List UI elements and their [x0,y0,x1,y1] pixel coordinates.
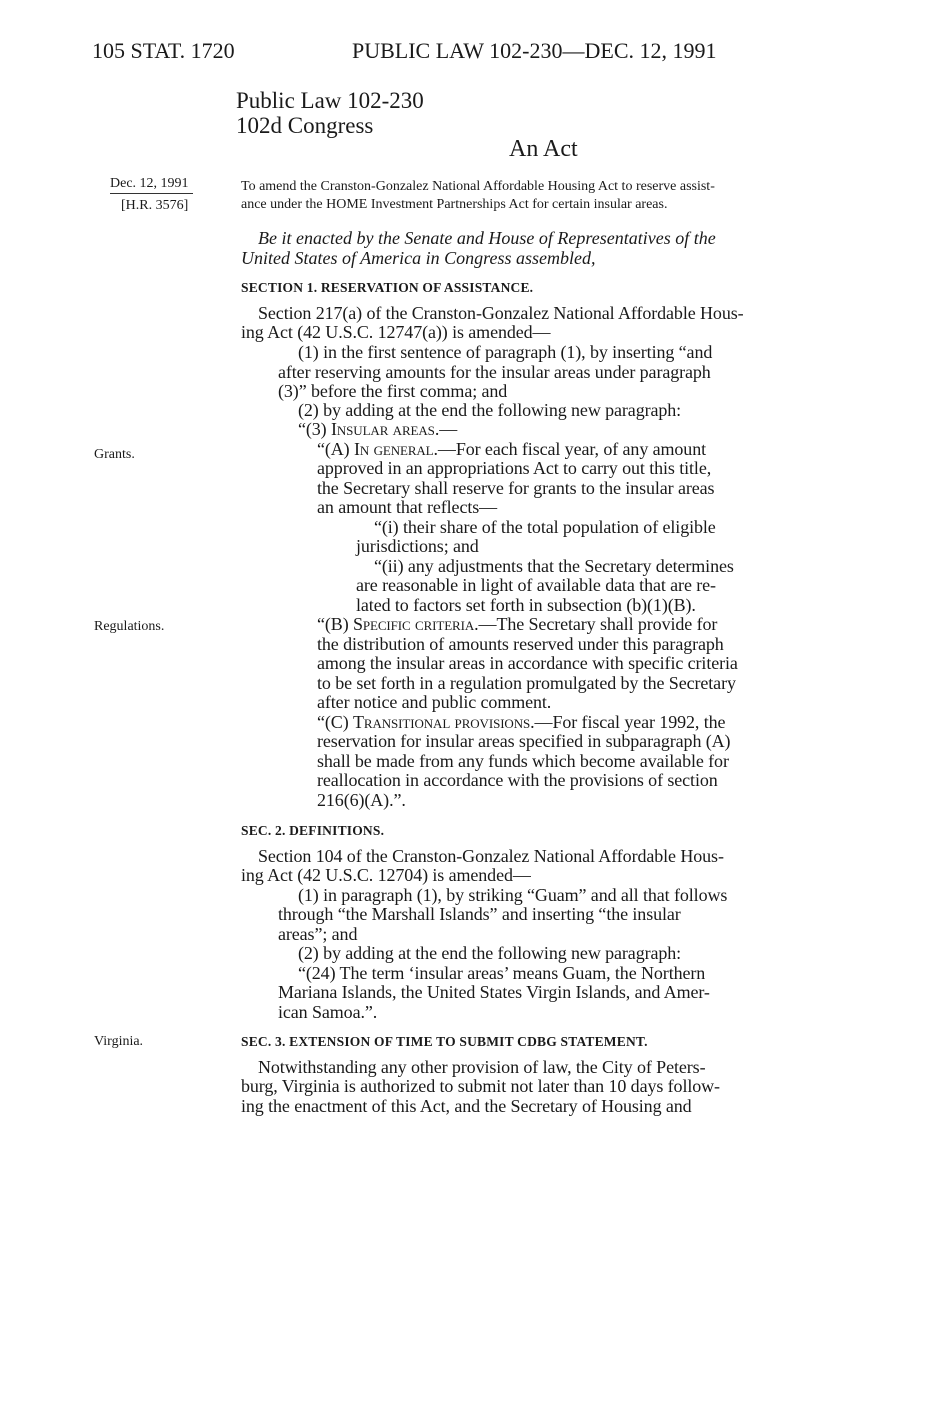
section-1-line: ing Act (42 U.S.C. 12747(a)) is amended— [241,322,551,342]
section-1-line: “(i) their share of the total population of eligible [374,517,716,537]
section-1-line: to be set forth in a regulation promulgated by the Secretary [317,673,736,693]
public-law-number: Public Law 102-230 [236,88,424,113]
page-reference: 105 STAT. 1720 [92,38,235,63]
section-2-line: (2) by adding at the end the following new paragraph: [298,943,682,963]
section-1-line: the distribution of amounts reserved under this paragraph [317,634,724,654]
section-1-line: “(A) In general.—For each fiscal year, of any amount [317,439,707,459]
section-1-line: (3)” before the first comma; and [278,381,508,401]
section-1-line: after reserving amounts for the insular areas under paragraph [278,362,711,382]
section-2-heading: SEC. 2. DEFINITIONS. [241,823,385,838]
section-3-line: burg, Virginia is authorized to submit not later than 10 days follow- [241,1076,720,1096]
section-1-line: “(C) Transitional provisions.—For fiscal year 1992, the [317,712,726,732]
purpose-line-1: To amend the Cranston-Gonzalez National Affordable Housing Act to reserve assist- [241,179,715,194]
section-2-line: ing Act (42 U.S.C. 12704) is amended— [241,865,531,885]
section-1-line: reallocation in accordance with the provisions of section [317,770,718,790]
section-1-line: (1) in the first sentence of paragraph (1), by inserting “and [298,342,713,362]
enacting-line-1: Be it enacted by the Senate and House of Representatives of the [258,228,716,248]
section-1-line: reservation for insular areas specified in subparagraph (A) [317,731,731,751]
section-2-line: Section 104 of the Cranston-Gonzalez National Affordable Hous- [258,846,724,866]
section-1-line: are reasonable in light of available data that are re- [356,575,716,595]
section-1-line: Section 217(a) of the Cranston-Gonzalez National Affordable Hous- [258,303,744,323]
section-3-heading: SEC. 3. EXTENSION OF TIME TO SUBMIT CDBG STATEMENT. [241,1034,648,1049]
section-1-line: “(ii) any adjustments that the Secretary determines [374,556,734,576]
side-note-regulations: Regulations. [94,619,165,634]
section-3-line: Notwithstanding any other provision of law, the City of Peters- [258,1057,706,1077]
section-2-line: ican Samoa.”. [278,1002,378,1022]
section-1-line: jurisdictions; and [356,536,479,556]
congress-number: 102d Congress [236,113,374,138]
section-1-line: lated to factors set forth in subsection (b)(1)(B). [356,595,696,615]
section-1-line: “(3) Insular areas.— [298,419,458,439]
section-1-line: among the insular areas in accordance with specific criteria [317,653,738,673]
section-1-heading: SECTION 1. RESERVATION OF ASSISTANCE. [241,280,534,295]
section-1-line: shall be made from any funds which become available for [317,751,729,771]
section-2-line: (1) in paragraph (1), by striking “Guam” and all that follows [298,885,728,905]
side-note-bill: [H.R. 3576] [121,198,189,213]
section-2-line: areas”; and [278,924,358,944]
enacting-line-2: United States of America in Congress assembled, [241,248,596,268]
section-2-line: Mariana Islands, the United States Virgin Islands, and Amer- [278,982,710,1002]
section-3-line: ing the enactment of this Act, and the Secretary of Housing and [241,1096,692,1116]
side-note-grants: Grants. [94,447,135,462]
section-2-line: “(24) The term ‘insular areas’ means Guam, the Northern [298,963,706,983]
section-1-line: an amount that reflects— [317,497,498,517]
section-1-line: (2) by adding at the end the following new paragraph: [298,400,682,420]
side-note-virginia: Virginia. [94,1034,144,1049]
section-1-line: “(B) Specific criteria.—The Secretary shall provide for [317,614,718,634]
section-1-line: after notice and public comment. [317,692,552,712]
section-1-line: 216(6)(A).”. [317,790,406,810]
running-title: PUBLIC LAW 102-230—DEC. 12, 1991 [352,38,717,63]
section-1-line: the Secretary shall reserve for grants to the insular areas [317,478,715,498]
section-1-line: approved in an appropriations Act to carry out this title, [317,458,712,478]
section-2-line: through “the Marshall Islands” and inserting “the insular [278,904,681,924]
act-label: An Act [509,136,578,162]
side-note-date: Dec. 12, 1991 [110,176,193,194]
purpose-line-2: ance under the HOME Investment Partnerships Act for certain insular areas. [241,197,668,212]
